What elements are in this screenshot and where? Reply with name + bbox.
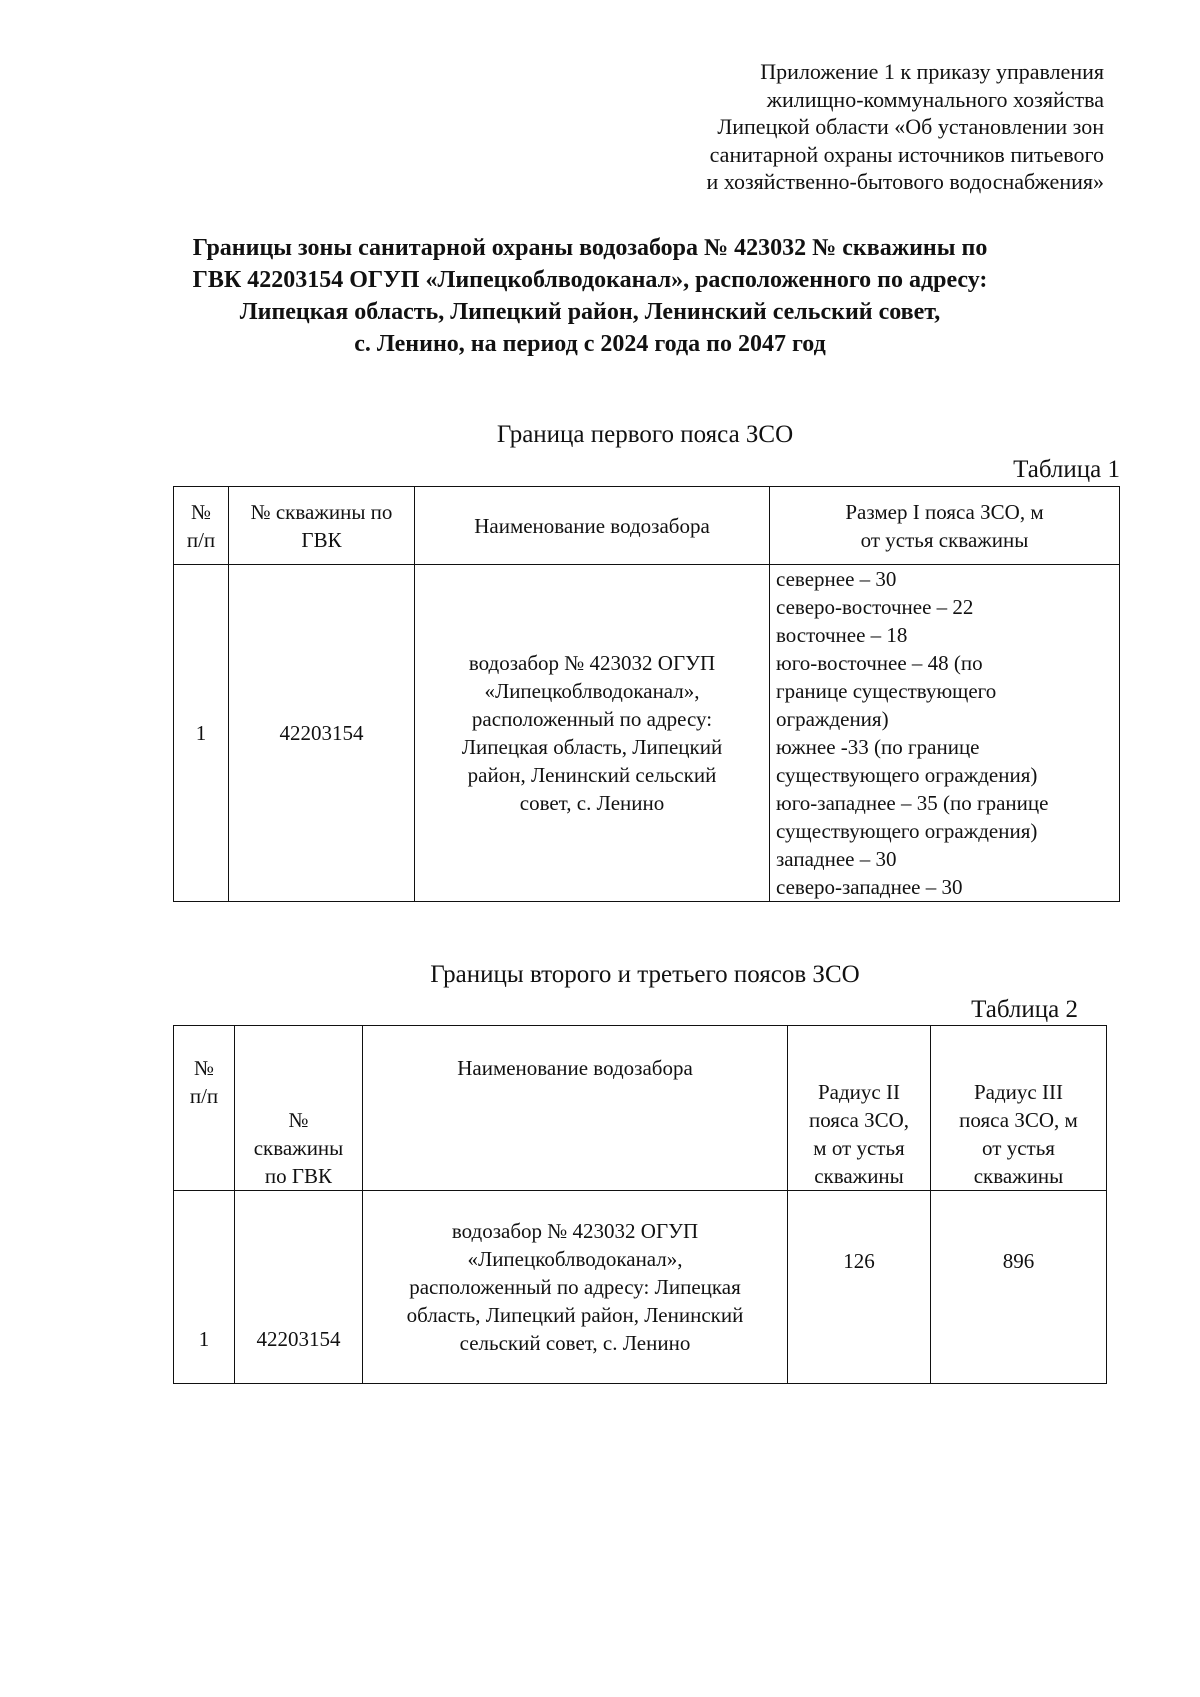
table1 xyxy=(173,486,1120,902)
size-line: существующего ограждения) xyxy=(776,763,1038,787)
table2-header-row xyxy=(174,1026,1107,1191)
size-line: юго-восточнее – 48 (по xyxy=(776,651,983,675)
header-text: от устья xyxy=(982,1136,1055,1160)
table1-header-size xyxy=(770,487,1120,565)
table-row xyxy=(174,1191,1107,1384)
table2-header-well xyxy=(235,1026,363,1191)
table1-section-title: Граница первого пояса ЗСО xyxy=(496,421,794,448)
header-text: от устья скважины xyxy=(860,527,1029,552)
table1-cell-name xyxy=(415,565,770,902)
header-text: пояса ЗСО, xyxy=(808,1108,910,1132)
size-line: севернее – 30 xyxy=(776,567,897,591)
header-text: Радиус III xyxy=(974,1080,1063,1104)
cell-line: совет, с. Ленино xyxy=(519,791,665,815)
header-text: № xyxy=(288,1108,309,1132)
size-line: ограждения) xyxy=(776,707,889,731)
table2 xyxy=(173,1025,1107,1384)
header-text: м от устья xyxy=(813,1136,905,1160)
size-line: северо-восточнее – 22 xyxy=(776,595,974,619)
header-text: п/п xyxy=(186,527,216,552)
table2-cell-radius3: 896 xyxy=(931,1191,1107,1384)
cell-line: сельский совет, с. Ленино xyxy=(459,1331,691,1355)
size-line: южнее -33 (по границе xyxy=(776,735,980,759)
cell-line: расположенный по адресу: Липецкая xyxy=(409,1275,741,1299)
table1-header-row xyxy=(174,487,1120,565)
title-line: Липецкая область, Липецкий район, Ленинский сельский совет, xyxy=(239,299,941,325)
annex-note xyxy=(584,58,1104,196)
header-text: Радиус II xyxy=(818,1080,900,1104)
table1-cell-num: 1 xyxy=(174,565,229,902)
annex-line: Приложение 1 к приказу управления xyxy=(760,59,1104,84)
table2-header-radius3 xyxy=(931,1026,1107,1191)
header-text: по ГВК xyxy=(264,1164,333,1188)
table2-header-name xyxy=(363,1026,788,1191)
cell-line: район, Ленинский сельский xyxy=(467,763,717,787)
table1-header-num xyxy=(174,487,229,565)
table1-cell-sizes xyxy=(770,565,1120,902)
header-text: № скважины по xyxy=(250,499,393,524)
table1-label: Таблица 1 xyxy=(1013,456,1120,483)
table2-label: Таблица 2 xyxy=(971,996,1078,1023)
cell-line: водозабор № 423032 ОГУП xyxy=(468,651,716,675)
header-text: ГВК xyxy=(301,527,342,552)
size-line: существующего ограждения) xyxy=(776,819,1038,843)
table1-header-name xyxy=(415,487,770,565)
header-text: скважины xyxy=(973,1164,1064,1188)
header-text: скважины xyxy=(814,1164,904,1188)
title-line: Границы зоны санитарной охраны водозабора № 423032 № скважины по xyxy=(192,235,988,261)
table2-cell-name xyxy=(363,1191,788,1384)
header-text: Размер I пояса ЗСО, м xyxy=(845,499,1044,524)
header-text: п/п xyxy=(189,1084,219,1108)
table2-cell-radius2: 126 xyxy=(788,1191,931,1384)
header-text: Наименование водозабора xyxy=(474,513,710,538)
size-line: западнее – 30 xyxy=(776,847,897,871)
size-line: границе существующего xyxy=(776,679,997,703)
size-line: юго-западнее – 35 (по границе xyxy=(776,791,1049,815)
header-text: пояса ЗСО, м xyxy=(959,1108,1078,1132)
table-row xyxy=(174,565,1120,902)
cell-line: «Липецкоблводоканал», xyxy=(484,679,700,703)
cell-line: область, Липецкий район, Ленинский xyxy=(406,1303,744,1327)
table1-cell-well: 42203154 xyxy=(229,565,415,902)
title-line: с. Ленино, на период с 2024 года по 2047 год xyxy=(354,331,826,357)
header-text: Наименование водозабора xyxy=(457,1056,693,1080)
header-text: № xyxy=(190,499,212,524)
document-title xyxy=(120,232,1060,360)
annex-line: и хозяйственно-бытового водоснабжения» xyxy=(706,169,1104,194)
cell-line: «Липецкоблводоканал», xyxy=(467,1247,683,1271)
size-line: восточнее – 18 xyxy=(776,623,908,647)
annex-line: жилищно-коммунального хозяйства xyxy=(766,86,1104,112)
cell-line: расположенный по адресу: xyxy=(471,707,713,731)
table2-section-title: Границы второго и третьего поясов ЗСО xyxy=(430,961,860,988)
cell-line: водозабор № 423032 ОГУП xyxy=(451,1219,699,1243)
table2-header-num xyxy=(174,1026,235,1191)
title-line: ГВК 42203154 ОГУП «Липецкоблводоканал», расположенного по адресу: xyxy=(192,267,988,293)
table2-cell-num: 1 xyxy=(174,1191,235,1384)
annex-line: Липецкой области «Об установлении зон xyxy=(717,114,1104,139)
table2-cell-well: 42203154 xyxy=(235,1191,363,1384)
header-text: № xyxy=(193,1056,215,1080)
cell-line: Липецкая область, Липецкий xyxy=(461,735,723,759)
header-text: скважины xyxy=(253,1136,344,1160)
annex-line: санитарной охраны источников питьевого xyxy=(709,141,1104,167)
table1-header-well xyxy=(229,487,415,565)
size-line: северо-западнее – 30 xyxy=(776,875,963,899)
table2-header-radius2 xyxy=(788,1026,931,1191)
